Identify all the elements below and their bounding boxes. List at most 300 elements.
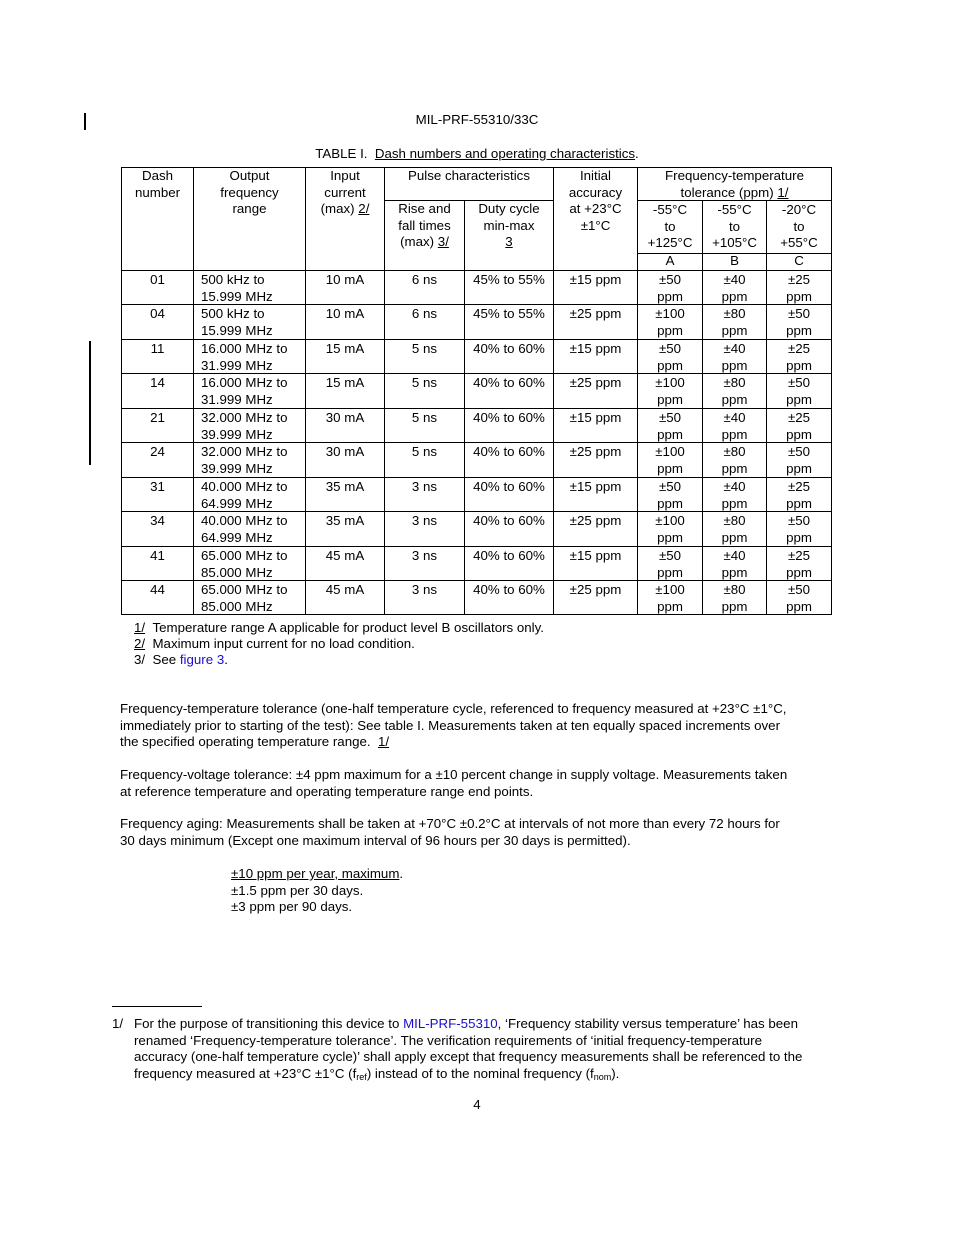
cell-text: 45 mA	[325, 582, 365, 597]
duty-cycle-cell	[465, 341, 553, 358]
header-text	[306, 201, 384, 218]
footnote-text-part: frequency measured at +23°C ±1°C (f	[134, 1065, 357, 1081]
footnote-ref: 1/	[777, 184, 789, 200]
footnote-marker: 1/	[112, 1016, 124, 1031]
cell-text: ppm	[721, 357, 748, 373]
footnote-ref: 2/	[358, 201, 370, 216]
row-line	[121, 339, 832, 340]
initial-accuracy-cell	[554, 272, 637, 289]
cell-text: ±80	[723, 513, 746, 528]
cell-text: 500 kHz to	[201, 272, 265, 287]
rise-fall-cell	[385, 341, 464, 358]
note-text: Maximum input current for no load condition.	[152, 636, 415, 651]
col-line	[193, 167, 194, 615]
cell-text: 11	[150, 341, 165, 356]
rise-fall-cell	[385, 444, 464, 461]
header-frequency-temperature-tolerance	[638, 168, 831, 201]
cell-text: ppm	[721, 426, 748, 442]
cell-text: 04	[150, 306, 165, 321]
cell-text: 5 ns	[411, 410, 438, 425]
header-text: (max)	[320, 201, 355, 216]
footnote-ref: 1/	[377, 734, 390, 749]
tolerance-b-cell	[703, 375, 766, 408]
frequency-range-cell	[201, 582, 305, 615]
cell-text: ppm	[657, 426, 683, 442]
cell-text: 39.999 MHz	[201, 426, 273, 442]
paragraph-line: at reference temperature and operating temperature range end points.	[120, 783, 534, 799]
input-current-cell	[306, 306, 384, 323]
cell-text: ppm	[721, 391, 748, 407]
frequency-range-cell	[201, 306, 305, 339]
cell-text: 45 mA	[325, 548, 365, 563]
dash-cell	[122, 513, 193, 530]
cell-text: ±100	[655, 306, 685, 321]
cell-text: ±50	[658, 548, 682, 563]
cell-text: 01	[150, 272, 165, 287]
cell-text: 64.999 MHz	[201, 495, 273, 511]
cell-text: ppm	[657, 322, 683, 338]
cell-text: 3 ns	[411, 479, 438, 494]
cell-text: 35 mA	[325, 513, 365, 528]
header-text: to	[664, 218, 676, 234]
cell-text: ±15 ppm	[569, 272, 622, 287]
initial-accuracy-cell	[554, 375, 637, 392]
tolerance-b-cell	[703, 444, 766, 477]
cell-text: ±80	[723, 582, 746, 597]
aging-item: ±3 ppm per 90 days.	[231, 899, 353, 914]
cell-text: ppm	[786, 288, 812, 304]
input-current-cell	[306, 341, 384, 358]
row-line	[121, 270, 832, 271]
cell-text: ±15 ppm	[569, 548, 622, 563]
cell-text: ppm	[657, 529, 683, 545]
header-text: current	[324, 184, 366, 200]
table-caption	[0, 146, 954, 163]
cell-text: 32.000 MHz to	[201, 444, 288, 459]
initial-accuracy-cell	[554, 479, 637, 496]
row-line	[121, 477, 832, 478]
cell-text: 3 ns	[411, 582, 438, 597]
cell-text: 15.999 MHz	[201, 288, 273, 304]
cell-text: ±25 ppm	[569, 444, 622, 459]
cell-text: 45% to 55%	[473, 306, 545, 321]
cell-text: 5 ns	[411, 375, 438, 390]
cell-text: 64.999 MHz	[201, 529, 273, 545]
cell-text: 45% to 55%	[473, 272, 545, 287]
duty-cycle-cell	[465, 375, 553, 392]
header-text: ±1°C	[580, 217, 611, 233]
footnote-text-part: ) instead of to the nominal frequency (f	[366, 1065, 594, 1081]
input-current-cell	[306, 444, 384, 461]
cell-text: 39.999 MHz	[201, 460, 273, 476]
header-text: to	[728, 218, 741, 234]
header-letter-c: C	[794, 253, 804, 268]
header-text: +55°C	[780, 235, 818, 250]
frequency-range-cell	[201, 513, 305, 546]
paragraph-text: the specified operating temperature range.	[120, 734, 371, 749]
cell-text: ppm	[657, 391, 683, 407]
aging-text: .	[399, 866, 404, 881]
header-text: Dash	[141, 168, 174, 183]
dash-cell	[122, 341, 193, 358]
cell-text: ppm	[721, 564, 748, 580]
rise-fall-cell	[385, 479, 464, 496]
header-text: Frequency-temperature	[665, 168, 804, 183]
table-caption-end: .	[635, 146, 639, 161]
cell-text: ppm	[786, 391, 812, 407]
tolerance-c-cell	[767, 513, 831, 546]
cell-text: ±25	[787, 548, 811, 563]
frequency-range-cell	[201, 341, 305, 374]
initial-accuracy-cell	[554, 513, 637, 530]
footnote-line	[134, 1066, 844, 1083]
cell-text: ±100	[655, 513, 685, 528]
footnote-separator	[112, 1006, 202, 1007]
cell-text: ppm	[786, 357, 812, 373]
cell-text: ±50	[787, 375, 811, 390]
paragraph-line: 30 days minimum (Except one maximum interval of 96 hours per 30 days is permitted).	[120, 832, 631, 848]
header-text: to	[793, 218, 805, 234]
cell-text: ppm	[657, 288, 683, 304]
cell-text: 31.999 MHz	[201, 357, 273, 373]
characteristics-table	[121, 167, 832, 615]
page-number: 4	[473, 1097, 481, 1112]
footnote-line	[134, 1016, 844, 1033]
aging-item: ±1.5 ppm per 30 days.	[231, 882, 364, 898]
dash-cell	[122, 410, 193, 427]
change-bar-table	[89, 341, 91, 465]
tolerance-b-cell	[703, 410, 766, 443]
header-text: Initial	[579, 168, 612, 183]
paragraph-frequency-aging	[120, 816, 840, 849]
cell-text: 6 ns	[411, 272, 438, 287]
dash-cell	[122, 375, 193, 392]
cell-text: ±25	[787, 341, 811, 356]
dash-cell	[122, 272, 193, 289]
cell-text: 21	[150, 410, 165, 425]
footnote-line: accuracy (one-half temperature cycle)’ shall apply except that frequency measurements shall be referenced to the	[134, 1049, 803, 1064]
tolerance-a-cell	[638, 375, 702, 408]
cell-text: ppm	[721, 529, 748, 545]
initial-accuracy-cell	[554, 410, 637, 427]
cell-text: ±15 ppm	[569, 410, 622, 425]
frequency-range-cell	[201, 410, 305, 443]
tolerance-a-cell	[638, 513, 702, 546]
header-text	[638, 185, 831, 202]
input-current-cell	[306, 513, 384, 530]
rise-fall-cell	[385, 410, 464, 427]
tolerance-a-cell	[638, 444, 702, 477]
footnote-ref: 3/	[437, 234, 449, 249]
row-line	[121, 408, 832, 409]
header-text: tolerance (ppm)	[680, 184, 774, 200]
input-current-cell	[306, 582, 384, 599]
cell-text: ±40	[723, 548, 746, 563]
document-id: MIL-PRF-55310/33C	[415, 112, 539, 127]
cell-text: ppm	[657, 598, 683, 614]
footnote-ref: 3	[505, 234, 513, 249]
table-caption-prefix: TABLE I.	[315, 146, 368, 161]
duty-cycle-cell	[465, 479, 553, 496]
frequency-range-cell	[201, 272, 305, 305]
table-caption-text: Dash numbers and operating characteristics	[374, 146, 636, 161]
header-text: Duty cycle	[478, 201, 540, 216]
cell-text: 35 mA	[325, 479, 365, 494]
table-note-1	[134, 620, 544, 637]
rise-fall-cell	[385, 375, 464, 392]
dash-cell	[122, 479, 193, 496]
cell-text: 14	[150, 375, 165, 390]
cell-text: 40% to 60%	[473, 410, 545, 425]
header-text: -20°C	[781, 202, 817, 217]
cell-text: 85.000 MHz	[201, 598, 273, 614]
footnote-text	[134, 1016, 844, 1082]
cell-text: 41	[150, 548, 165, 563]
tolerance-c-cell	[767, 341, 831, 374]
tolerance-c-cell	[767, 548, 831, 581]
duty-cycle-cell	[465, 582, 553, 599]
dash-cell	[122, 548, 193, 565]
rise-fall-cell	[385, 548, 464, 565]
tolerance-c-cell	[767, 479, 831, 512]
cell-text: ±15 ppm	[569, 479, 622, 494]
cell-text: 6 ns	[411, 306, 438, 321]
aging-item	[231, 866, 403, 883]
rise-fall-cell	[385, 582, 464, 599]
cell-text: ppm	[657, 495, 683, 511]
duty-cycle-cell	[465, 548, 553, 565]
tolerance-c-cell	[767, 272, 831, 305]
cell-text: ppm	[786, 460, 812, 476]
duty-cycle-cell	[465, 513, 553, 530]
tolerance-c-cell	[767, 582, 831, 615]
header-range-c	[767, 202, 831, 252]
cell-text: 5 ns	[411, 444, 438, 459]
frequency-range-cell	[201, 375, 305, 408]
header-range-b	[703, 202, 766, 252]
header-pulse-characteristics: Pulse characteristics	[408, 168, 530, 183]
cell-text: ±50	[787, 306, 811, 321]
cell-text: 40.000 MHz to	[201, 479, 288, 494]
header-text: +125°C	[647, 235, 693, 250]
tolerance-b-cell	[703, 548, 766, 581]
cell-text: ±25	[787, 479, 811, 494]
cell-text: ±40	[723, 479, 746, 494]
header-range-a	[638, 202, 702, 252]
header-text: at +23°C	[569, 201, 622, 216]
cell-text: ±25	[787, 272, 811, 287]
cell-text: ppm	[786, 564, 812, 580]
header-text: (max)	[400, 234, 435, 249]
cell-text: 40.000 MHz to	[201, 513, 288, 528]
cell-text: ppm	[786, 426, 812, 442]
cell-text: ppm	[721, 495, 748, 511]
note-text: See	[152, 652, 177, 667]
cell-text: 15 mA	[325, 341, 365, 356]
input-current-cell	[306, 548, 384, 565]
cell-text: 31.999 MHz	[201, 391, 273, 407]
cell-text: 40% to 60%	[473, 375, 545, 390]
cell-text: 40% to 60%	[473, 444, 545, 459]
row-line	[121, 546, 832, 547]
note-marker: 1/	[134, 620, 146, 635]
cell-text: 16.000 MHz to	[201, 341, 288, 356]
cell-text: ±100	[655, 444, 685, 459]
input-current-cell	[306, 272, 384, 289]
cell-text: 40% to 60%	[473, 582, 545, 597]
header-letter-a: A	[665, 253, 675, 268]
tolerance-c-cell	[767, 375, 831, 408]
cell-text: ±25 ppm	[569, 306, 622, 321]
cell-text: 85.000 MHz	[201, 564, 273, 580]
tolerance-c-cell	[767, 410, 831, 443]
tolerance-a-cell	[638, 582, 702, 615]
rise-fall-cell	[385, 513, 464, 530]
initial-accuracy-cell	[554, 444, 637, 461]
header-text: Input	[330, 168, 360, 183]
frequency-range-cell	[201, 479, 305, 512]
cell-text: 34	[150, 513, 165, 528]
cell-text: 30 mA	[325, 410, 365, 425]
cell-text: 3 ns	[411, 548, 438, 563]
paragraph-line: Frequency aging: Measurements shall be taken at +70°C ±0.2°C at intervals of not more than every 72 hours for	[120, 816, 780, 831]
footnote-text-part: For the purpose of transitioning this device to	[134, 1016, 400, 1031]
cell-text: ±50	[658, 272, 682, 287]
note-text: Temperature range A applicable for product level B oscillators only.	[152, 620, 544, 635]
cell-text: ppm	[657, 460, 683, 476]
duty-cycle-cell	[465, 410, 553, 427]
cell-text: ±40	[723, 341, 746, 356]
cell-text: ±15 ppm	[569, 341, 622, 356]
frequency-range-cell	[201, 548, 305, 581]
header-initial-accuracy	[554, 168, 637, 234]
cell-text: ±25 ppm	[569, 375, 622, 390]
cell-text: ppm	[786, 598, 812, 614]
frequency-range-cell	[201, 444, 305, 477]
header-text: -55°C	[717, 202, 752, 217]
cell-text: 40% to 60%	[473, 513, 545, 528]
cell-text: ±80	[723, 375, 746, 390]
figure-3-link[interactable]: figure 3	[179, 652, 225, 667]
cell-text: 40% to 60%	[473, 479, 545, 494]
duty-cycle-cell	[465, 444, 553, 461]
tolerance-a-cell	[638, 272, 702, 305]
tolerance-a-cell	[638, 548, 702, 581]
cell-text: ±50	[658, 341, 682, 356]
header-text: range	[232, 201, 267, 216]
header-text: Output	[229, 168, 270, 183]
header-text: -55°C	[652, 202, 688, 217]
cell-text: ±50	[787, 582, 811, 597]
tolerance-b-cell	[703, 479, 766, 512]
cell-text: ±80	[723, 444, 746, 459]
footnote-text-part: ).	[611, 1065, 620, 1081]
cell-text: ±40	[723, 410, 746, 425]
mil-prf-55310-link[interactable]: MIL-PRF-55310	[403, 1016, 498, 1031]
cell-text: ppm	[786, 495, 812, 511]
cell-text: 65.000 MHz to	[201, 582, 288, 597]
cell-text: ±50	[658, 479, 682, 494]
rise-fall-cell	[385, 272, 464, 289]
header-text: frequency	[220, 184, 279, 200]
note-marker: 2/	[134, 636, 146, 651]
initial-accuracy-cell	[554, 582, 637, 599]
subscript-ref: ref	[356, 1071, 367, 1082]
header-output-frequency	[194, 168, 305, 218]
input-current-cell	[306, 479, 384, 496]
cell-text: ±25 ppm	[569, 582, 622, 597]
cell-text: ppm	[657, 564, 683, 580]
header-rise-fall-times	[385, 201, 464, 251]
initial-accuracy-cell	[554, 306, 637, 323]
header-text: accuracy	[568, 184, 623, 200]
header-letter-b: B	[730, 253, 739, 268]
cell-text: ppm	[721, 460, 748, 476]
cell-text: ±25	[787, 410, 811, 425]
cell-text: 40% to 60%	[473, 341, 545, 356]
cell-text: ±50	[787, 513, 811, 528]
paragraph-line: immediately prior to starting of the test): See table I. Measurements taken at ten equally spaced increments over	[120, 717, 781, 733]
header-text: fall times	[398, 217, 451, 233]
input-current-cell	[306, 375, 384, 392]
cell-text: 40% to 60%	[473, 548, 545, 563]
tolerance-b-cell	[703, 272, 766, 305]
cell-text: 44	[150, 582, 165, 597]
subscript-nom: nom	[593, 1071, 612, 1082]
header-text: min-max	[483, 217, 535, 233]
cell-text: ±25 ppm	[569, 513, 622, 528]
cell-text: ±80	[723, 306, 746, 321]
header-dash-number	[122, 168, 193, 201]
footnote-text-part: , ‘Frequency stability versus temperature’ has been	[497, 1016, 798, 1031]
duty-cycle-cell	[465, 272, 553, 289]
initial-accuracy-cell	[554, 548, 637, 565]
cell-text: 15.999 MHz	[201, 322, 273, 338]
dash-cell	[122, 444, 193, 461]
tolerance-c-cell	[767, 444, 831, 477]
paragraph-frequency-temperature	[120, 701, 840, 751]
header-text: number	[134, 184, 181, 200]
cell-text: ±100	[655, 375, 685, 390]
paragraph-frequency-voltage	[120, 767, 840, 800]
header-text	[385, 234, 464, 251]
cell-text: ppm	[721, 288, 748, 304]
cell-text: 10 mA	[325, 272, 365, 287]
tolerance-b-cell	[703, 513, 766, 546]
header-text: Rise and	[398, 201, 451, 216]
cell-text: 30 mA	[325, 444, 365, 459]
tolerance-a-cell	[638, 479, 702, 512]
header-text: +105°C	[712, 235, 757, 250]
paragraph-line	[120, 734, 840, 751]
cell-text: 24	[150, 444, 165, 459]
cell-text: ppm	[657, 357, 683, 373]
paragraph-line: Frequency-voltage tolerance: ±4 ppm maximum for a ±10 percent change in supply voltage. Measurements taken	[120, 767, 788, 782]
header-input-current	[306, 168, 384, 218]
cell-text: ppm	[721, 598, 748, 614]
table-border-right	[831, 167, 832, 615]
table-note-3	[134, 652, 228, 669]
cell-text: 31	[150, 479, 165, 494]
tolerance-b-cell	[703, 341, 766, 374]
paragraph-line: Frequency-temperature tolerance (one-half temperature cycle, referenced to frequency measured at +23°C ±1°C,	[120, 701, 787, 716]
cell-text: ±40	[723, 272, 746, 287]
initial-accuracy-cell	[554, 341, 637, 358]
cell-text: 15 mA	[325, 375, 365, 390]
note-text: .	[224, 652, 228, 667]
table-note-2	[134, 636, 415, 653]
tolerance-c-cell	[767, 306, 831, 339]
